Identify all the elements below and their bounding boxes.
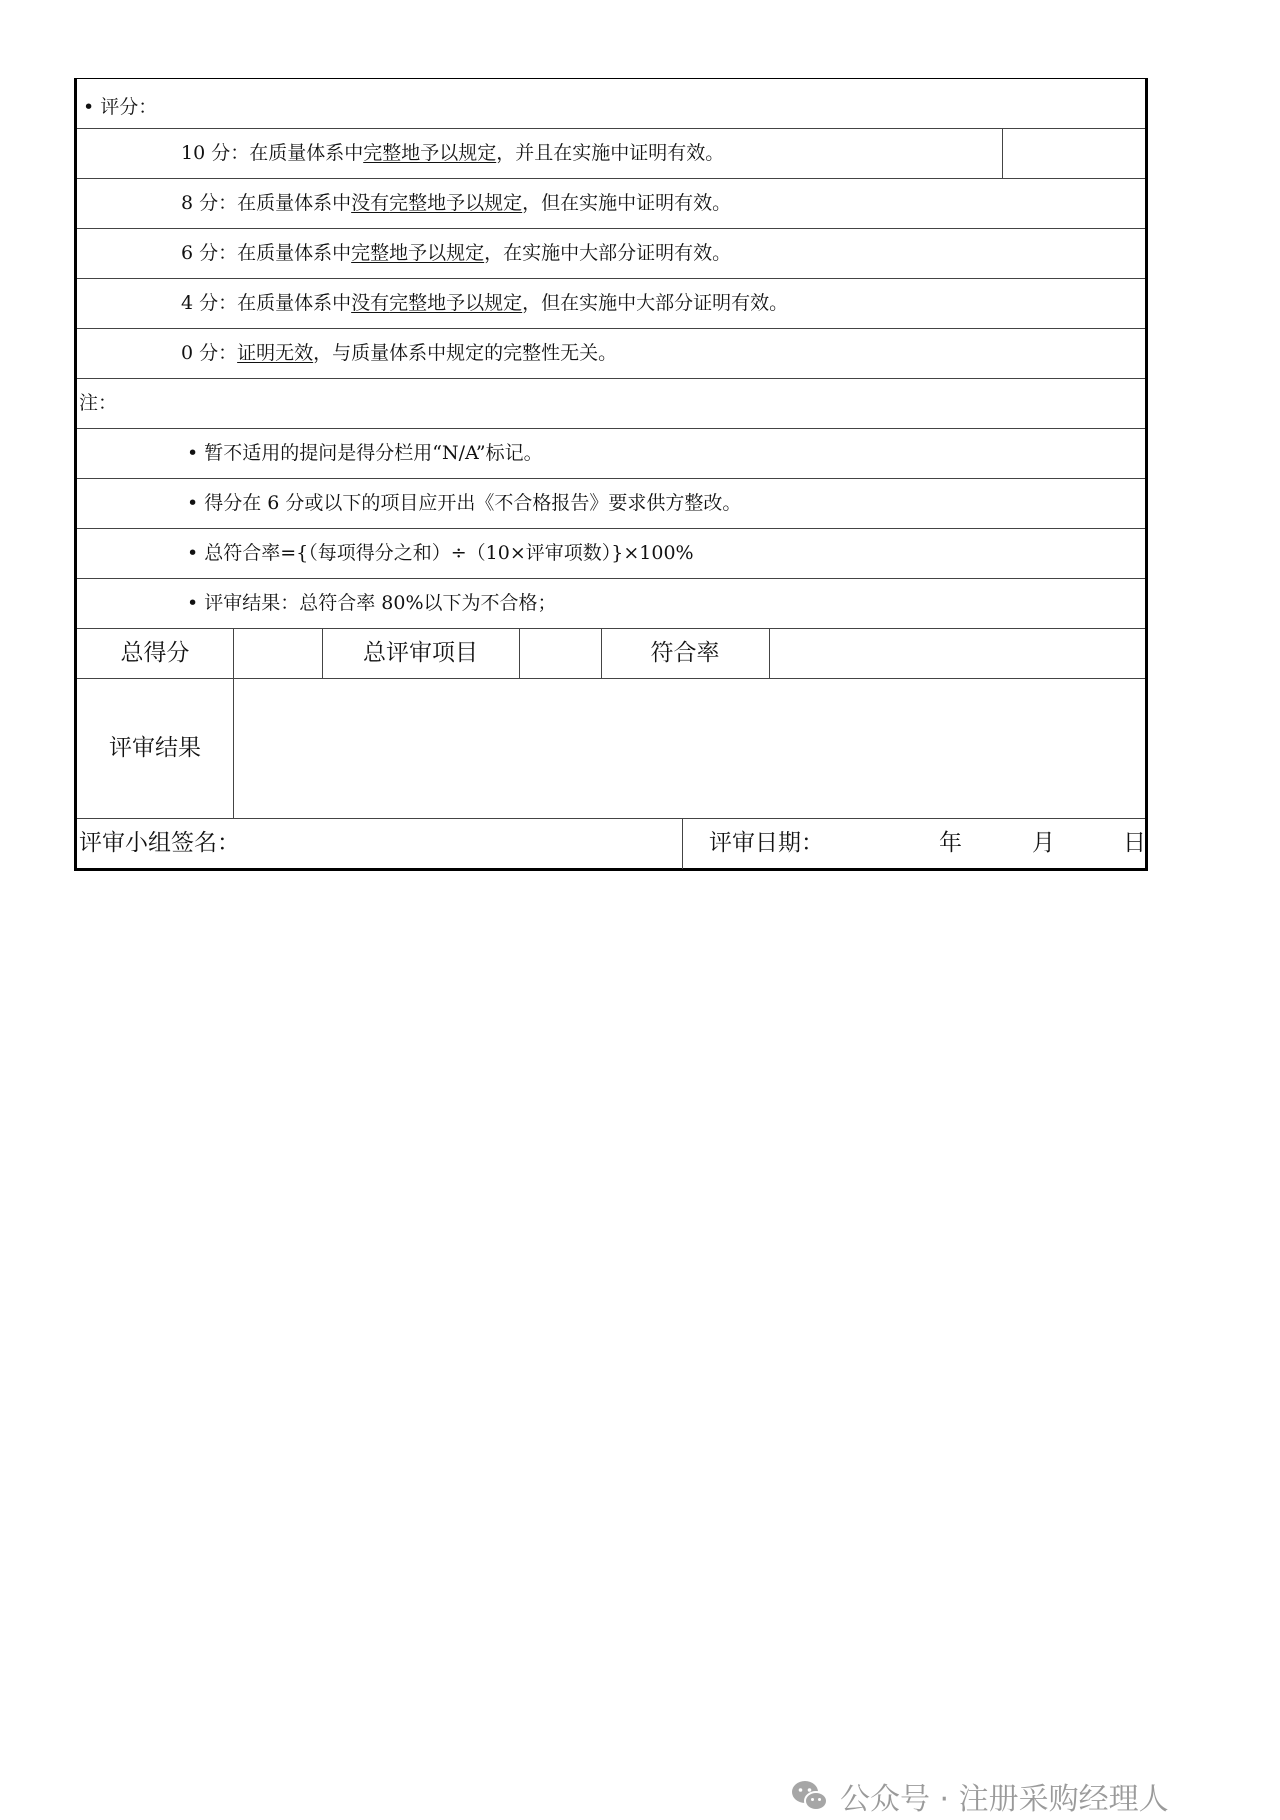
row-divider <box>77 178 1145 179</box>
total-score-input[interactable] <box>234 641 322 677</box>
row-divider <box>77 818 1145 819</box>
note-item: • 总符合率={（每项得分之和）÷（10×评审项数）}×100% <box>187 542 694 564</box>
footer-divider <box>682 818 683 869</box>
row-divider <box>77 478 1145 479</box>
score-level-4: 4 分：在质量体系中没有完整地予以规定，但在实施中大部分证明有效。 <box>181 292 789 314</box>
score-level-8: 8 分：在质量体系中没有完整地予以规定，但在实施中证明有效。 <box>181 192 732 214</box>
wechat-icon <box>790 1779 830 1813</box>
row-divider <box>77 278 1145 279</box>
row-divider <box>77 328 1145 329</box>
date-year: 年 <box>939 830 962 856</box>
row-divider <box>77 428 1145 429</box>
date-day: 日 <box>1123 830 1146 856</box>
date-month: 月 <box>1032 830 1055 856</box>
total-items-label: 总评审项目 <box>363 640 478 666</box>
row-divider <box>77 528 1145 529</box>
row-divider <box>77 228 1145 229</box>
watermark-text: 公众号 · 注册采购经理人 <box>840 1782 1169 1817</box>
total-score-label: 总得分 <box>120 640 190 666</box>
notes-header: 注： <box>79 392 118 414</box>
conformity-label: 符合率 <box>650 640 720 666</box>
watermark <box>790 1772 1169 1820</box>
note-item: • 得分在 6 分或以下的项目应开出《不合格报告》要求供方整改。 <box>187 492 742 514</box>
total-items-input[interactable] <box>520 641 601 677</box>
row-divider <box>77 128 1145 129</box>
signature-label: 评审小组签名： <box>79 830 240 856</box>
score-cell[interactable] <box>1003 129 1148 177</box>
review-result-label: 评审结果 <box>109 735 201 761</box>
date-label: 评审日期： <box>709 830 824 856</box>
note-item: • 评审结果：总符合率 80%以下为不合格； <box>187 592 557 614</box>
score-level-6: 6 分：在质量体系中完整地予以规定，在实施中大部分证明有效。 <box>181 242 732 264</box>
row-divider <box>77 378 1145 379</box>
evaluation-form <box>74 78 1148 871</box>
scoring-header: • 评分： <box>83 96 158 118</box>
row-divider <box>77 578 1145 579</box>
note-item: • 暂不适用的提问是得分栏用“N/A”标记。 <box>187 442 543 464</box>
row-divider <box>77 678 1145 679</box>
conformity-input[interactable] <box>770 641 1148 677</box>
score-level-10: 10 分：在质量体系中完整地予以规定，并且在实施中证明有效。 <box>181 142 725 164</box>
row-divider <box>77 628 1145 629</box>
review-result-input[interactable] <box>235 681 1147 815</box>
score-level-0: 0 分：证明无效，与质量体系中规定的完整性无关。 <box>181 342 618 364</box>
